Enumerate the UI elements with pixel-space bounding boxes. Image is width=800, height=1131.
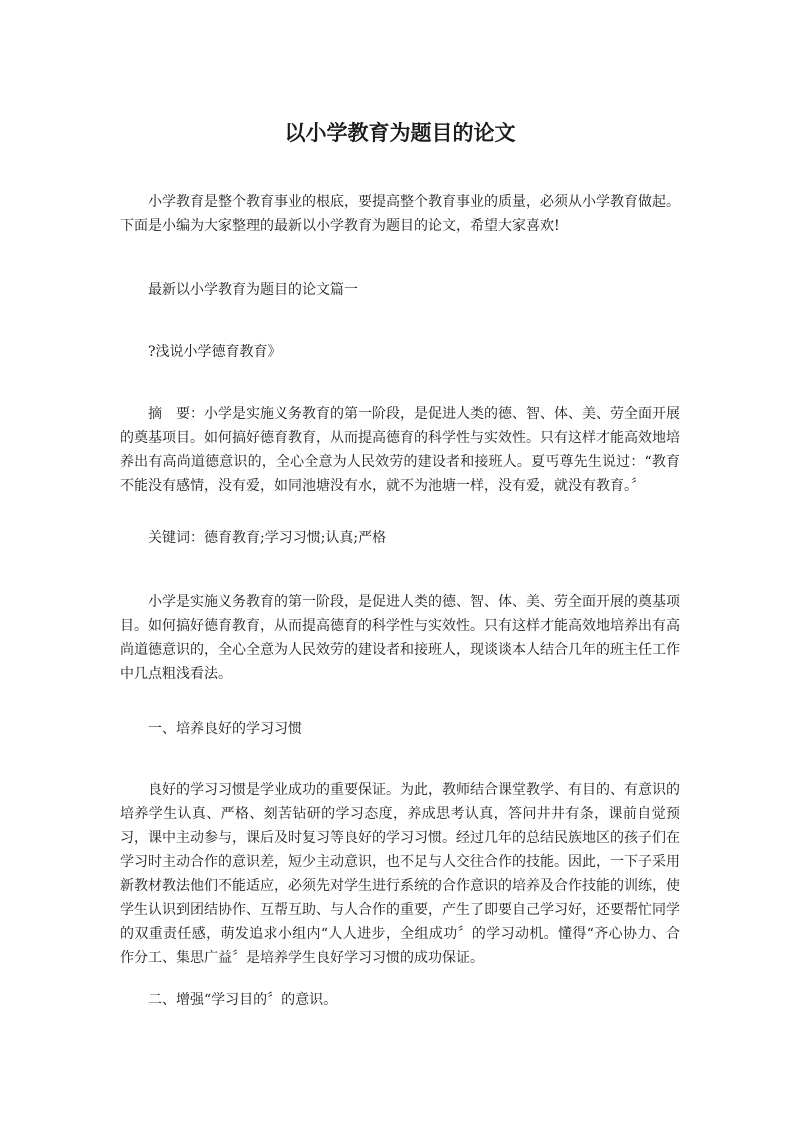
essay-title: ?浅说小学德育教育》	[148, 344, 282, 360]
intro-paragraph: 小学教育是整个教育事业的根底，要提高整个教育事业的质量，必须从小学教育做起。下面是小编为大家整理的最新以小学教育为题目的论文，希望大家喜欢!	[120, 194, 680, 234]
body-intro-paragraph: 小学是实施义务教育的第一阶段，是促进人类的德、智、体、美、劳全面开展的奠基项目。如何搞好德育教育，从而提高德育的科学性与实效性。只有这样才能高效地培养出有高尚道德意识的，全心全意为人民效劳的建设者和接班人，现谈谈本人结合几年的班主任工作中几点粗浅看法。	[120, 594, 680, 682]
heading-one: 一、培养良好的学习习惯	[148, 721, 302, 737]
document-title: 以小学教育为题目的论文	[284, 121, 516, 145]
heading-two: 二、增强“学习目的〞的意识。	[148, 992, 338, 1008]
abstract-paragraph: 摘 要：小学是实施义务教育的第一阶段，是促进人类的德、智、体、美、劳全面开展的奠基项目。如何搞好德育教育，从而提高德育的科学性与实效性。只有这样才能高效地培养出有高尚道德意识的，全心全意为人民效劳的建设者和接班人。夏丐尊先生说过：“教育不能没有感情，没有爱，如同池塘没有水，就不为池塘一样，没有爱，就没有教育。〞	[120, 406, 680, 494]
keywords-line: 关键词：德育教育;学习习惯;认真;严格	[148, 530, 387, 546]
paragraph-one: 良好的学习习惯是学业成功的重要保证。为此，教师结合课堂教学、有目的、有意识的培养学生认真、严格、刻苦钻研的学习态度，养成思考认真，答问井井有条，课前自觉预习，课中主动参与，课后及时复习等良好的学习习惯。经过几年的总结民族地区的孩子们在学习时主动合作的意识差，短少主动意识，也不足与人交往合作的技能。因此，一下子采用新教材教法他们不能适应，必须先对学生进行系统的合作意识的培养及合作技能的训练，使学生认识到团结协作、互帮互助、与人合作的重要，产生了即要自己学习好，还要帮忙同学的双重责任感，萌发追求小组内“人人进步，全组成功〞的学习动机。懂得“齐心协力、合作分工、集思广益〞是培养学生良好学习习惯的成功保证。	[120, 782, 680, 966]
section-heading: 最新以小学教育为题目的论文篇一	[148, 282, 358, 298]
